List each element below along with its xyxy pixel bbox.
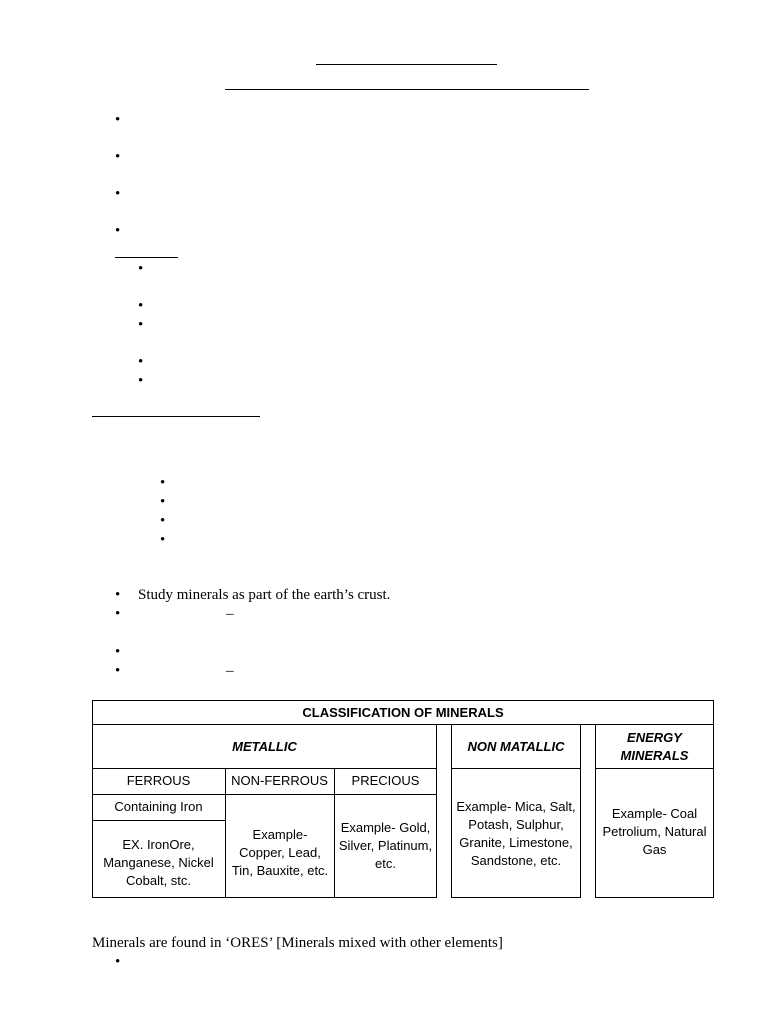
bullet: • — [115, 223, 121, 239]
section-underline — [115, 257, 178, 258]
non-metallic-header: NON MATALLIC — [467, 738, 565, 754]
divider — [595, 768, 714, 769]
energy-example: Example- Coal Petrolium, Natural Gas — [602, 806, 707, 857]
divider — [92, 820, 225, 821]
title-underline — [316, 64, 497, 65]
bullet: • — [115, 186, 121, 202]
bullet: • — [160, 475, 166, 491]
section-underline — [92, 416, 260, 417]
non-ferrous-label: NON-FERROUS — [231, 773, 328, 788]
bullet: • — [115, 587, 121, 603]
bullet-text: Study minerals as part of the earth’s crust. — [138, 587, 391, 603]
bullet: • — [138, 317, 144, 333]
bullet: • — [160, 532, 166, 548]
bullet: • — [115, 954, 121, 970]
precious-example: Example- Gold, Silver, Platinum, etc. — [338, 820, 433, 871]
non-metallic-example: Example- Mica, Salt, Potash, Sulphur, Granite, Limestone, Sandstone, etc. — [456, 799, 576, 868]
table-title: CLASSIFICATION OF MINERALS — [302, 704, 504, 720]
energy-header: ENERGY MINERALS — [620, 729, 689, 763]
bullet: • — [138, 261, 144, 277]
ferrous-label: FERROUS — [126, 773, 191, 788]
non-ferrous-example: Example- Copper, Lead, Tin, Bauxite, etc. — [231, 827, 329, 878]
bullet: • — [160, 513, 166, 529]
precious-label: PRECIOUS — [351, 773, 420, 788]
metallic-header: METALLIC — [232, 738, 297, 754]
dash-text: – — [226, 606, 234, 622]
ores-line: Minerals are found in ‘ORES’ [Minerals mixed with other elements] — [92, 935, 503, 951]
bullet: • — [115, 663, 121, 679]
bullet: • — [115, 606, 121, 622]
bullet: • — [160, 494, 166, 510]
subtitle-underline — [225, 89, 589, 90]
bullet: • — [138, 298, 144, 314]
bullet: • — [115, 112, 121, 128]
bullet: • — [138, 373, 144, 389]
dash-text: – — [226, 663, 234, 679]
bullet: • — [115, 644, 121, 660]
divider — [451, 768, 581, 769]
ferrous-example: EX. IronOre, Manganese, Nickel Cobalt, stc. — [103, 837, 214, 888]
ferrous-sub: Containing Iron — [114, 799, 203, 814]
bullet: • — [138, 354, 144, 370]
bullet: • — [115, 149, 121, 165]
